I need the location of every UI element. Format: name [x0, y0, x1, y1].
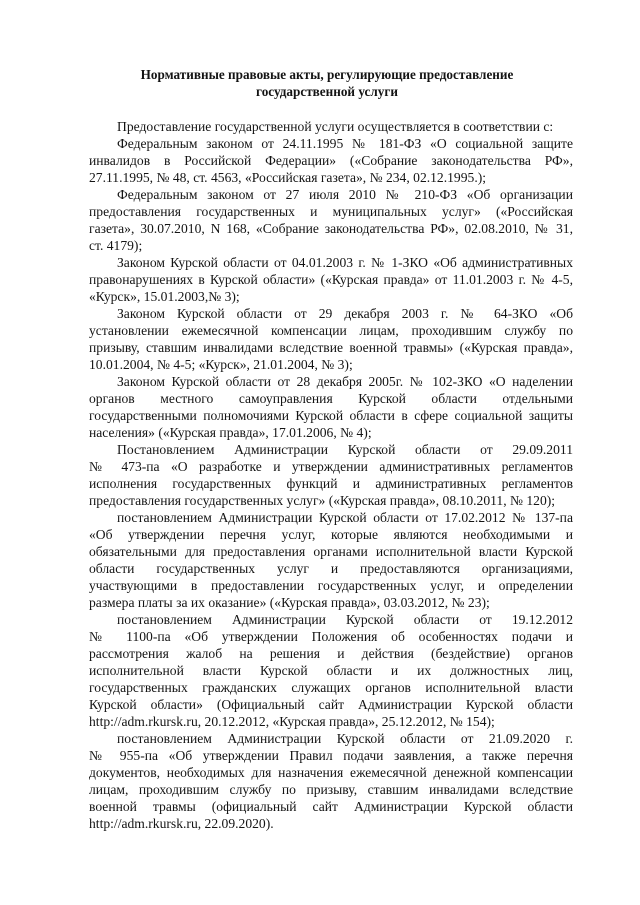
paragraph-resolution-1100-line-5: государственных гражданских служащих органов исполнительной власти: [89, 680, 573, 695]
paragraph-resolution-1100-line-2: № 1100-па «Об утверждении Положения об особенностях подачи и: [89, 629, 573, 644]
paragraph-resolution-955-line-5: военной травмы (официальный сайт Администрации Курской области: [89, 799, 573, 814]
paragraph-resolution-473-line-2: № 473-па «О разработке и утверждении административных регламентов: [89, 459, 573, 474]
paragraph-kursk-law-64-line-4: 10.01.2004, № 4-5; «Курск», 21.01.2004, № 3);: [89, 357, 353, 372]
paragraph-resolution-955-line-6: http://adm.rkursk.ru, 22.09.2020).: [89, 816, 274, 831]
paragraph-federal-law-181-line-2: инвалидов в Российской Федерации» («Собрание законодательства РФ»,: [89, 153, 573, 168]
paragraph-resolution-137-line-2: «Об утверждении перечня услуг, которые являются необходимыми и: [89, 527, 573, 542]
paragraph-resolution-473-line-1: Постановлением Администрации Курской области от 29.09.2011: [117, 442, 573, 457]
paragraph-kursk-law-64-line-1: Законом Курской области от 29 декабря 2003 г. № 64-ЗКО «Об: [117, 306, 573, 321]
paragraph-resolution-1100-line-1: постановлением Администрации Курской области от 19.12.2012: [117, 612, 573, 627]
document-title-line-2: государственной услуги: [256, 84, 398, 99]
paragraph-resolution-473-line-3: исполнения государственных функций и административных регламентов: [89, 476, 573, 491]
paragraph-federal-law-210-line-4: ст. 4179);: [89, 238, 143, 253]
document-title-line-1: Нормативные правовые акты, регулирующие предоставление: [140, 67, 514, 82]
paragraph-kursk-law-102-line-3: государственными полномочиями Курской области в сфере социальной защиты: [89, 408, 573, 423]
paragraph-resolution-137-line-6: размера платы за их оказание» («Курская правда», 03.03.2012, № 23);: [89, 595, 490, 610]
paragraph-resolution-1100-line-3: рассмотрения жалоб на решения и действия (бездействие) органов: [89, 646, 573, 661]
paragraph-federal-law-181-line-3: 27.11.1995, № 48, ст. 4563, «Российская газета», № 234, 02.12.1995.);: [89, 170, 487, 185]
paragraph-resolution-473-line-4: предоставления государственных услуг» («Курская правда», 08.10.2011, № 120);: [89, 493, 556, 508]
paragraph-resolution-137-line-3: обязательными для предоставления органами исполнительной власти Курской: [89, 544, 573, 559]
intro-paragraph: Предоставление государственной услуги осуществляется в соответствии с:: [117, 119, 554, 134]
paragraph-resolution-955-line-4: лицам, проходившим службу по призыву, ставшим инвалидами вследствие: [89, 782, 573, 797]
paragraph-federal-law-210-line-1: Федеральным законом от 27 июля 2010 № 210-ФЗ «Об организации: [117, 187, 573, 202]
paragraph-federal-law-210-line-2: предоставления государственных и муниципальных услуг» («Российская: [89, 204, 573, 219]
paragraph-resolution-1100-line-7: http://adm.rkursk.ru, 20.12.2012, «Курская правда», 25.12.2012, № 154);: [89, 714, 495, 729]
paragraph-kursk-law-102-line-1: Законом Курской области от 28 декабря 2005г. № 102-ЗКО «О наделении: [117, 374, 573, 389]
paragraph-resolution-1100-line-6: Курской области» (Официальный сайт Администрации Курской области: [89, 697, 573, 712]
paragraph-kursk-law-1-line-3: «Курск», 15.01.2003,№ 3);: [89, 289, 240, 304]
paragraph-resolution-137-line-5: участвующими в предоставлении государственных услуг, и определении: [89, 578, 573, 593]
paragraph-kursk-law-102-line-2: органов местного самоуправления Курской области отдельными: [89, 391, 573, 406]
paragraph-resolution-955-line-2: № 955-па «Об утверждении Правил подачи заявления, а также перечня: [89, 748, 573, 763]
paragraph-resolution-1100-line-4: исполнительной власти Курской области и их должностных лиц,: [89, 663, 573, 678]
paragraph-resolution-955-line-3: документов, необходимых для назначения ежемесячной денежной компенсации: [89, 765, 573, 780]
paragraph-federal-law-210-line-3: газета», 30.07.2010, N 168, «Собрание законодательства РФ», 02.08.2010, № 31,: [89, 221, 573, 236]
paragraph-kursk-law-1-line-1: Законом Курской области от 04.01.2003 г. № 1-ЗКО «Об административных: [117, 255, 573, 270]
paragraph-kursk-law-64-line-3: призыву, ставшим инвалидами вследствие военной травмы» («Курская правда»,: [89, 340, 573, 355]
paragraph-federal-law-181-line-1: Федеральным законом от 24.11.1995 № 181-ФЗ «О социальной защите: [117, 136, 573, 151]
paragraph-kursk-law-1-line-2: правонарушениях в Курской области» («Курская правда» от 11.01.2003 г. № 4-5,: [89, 272, 573, 287]
paragraph-resolution-137-line-4: области государственных услуг и предоставляются организациями,: [89, 561, 573, 576]
paragraph-resolution-137-line-1: постановлением Администрации Курской области от 17.02.2012 № 137-па: [117, 510, 573, 525]
paragraph-kursk-law-102-line-4: населения» («Курская правда», 17.01.2006, № 4);: [89, 425, 372, 440]
paragraph-resolution-955-line-1: постановлением Администрации Курской области от 21.09.2020 г.: [117, 731, 573, 746]
paragraph-kursk-law-64-line-2: установлении ежемесячной компенсации лицам, проходившим службу по: [89, 323, 573, 338]
